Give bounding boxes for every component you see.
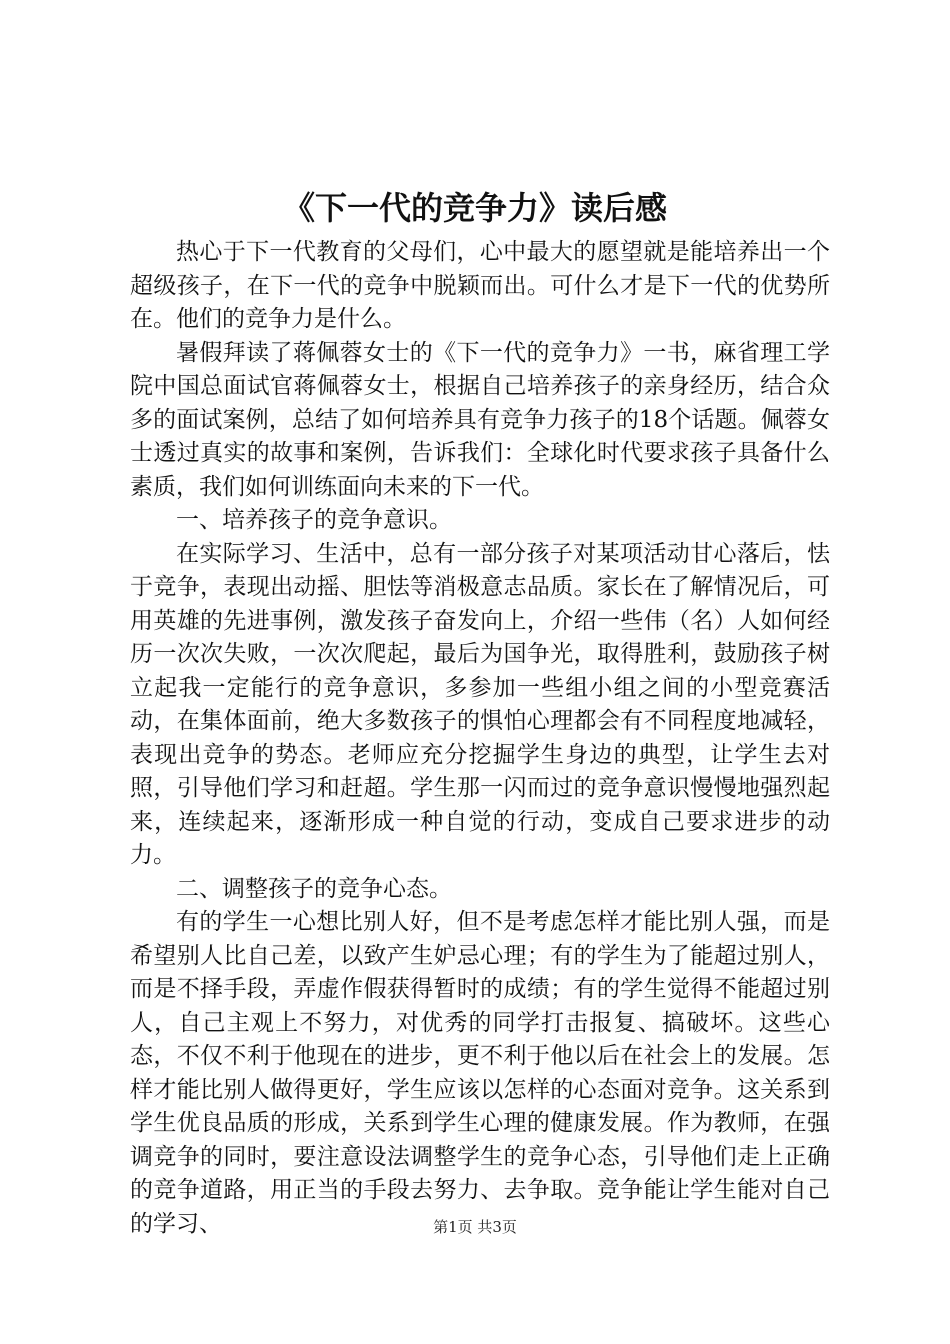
section-heading-1: 一、培养孩子的竞争意识。 (176, 507, 452, 533)
paragraph-section-1: 在实际学习、生活中，总有一部分孩子对某项活动甘心落后，怯于竞争，表现出动摇、胆怯等消极意志品质。家长在了解情况后，可用英雄的先进事例，激发孩子奋发向上，介绍一些伟（名）人如何经历一次次失败，一次次爬起，最后为国争光，取得胜利，鼓励孩子树立起我一定能行的竞争意识，多参加一些组小组之间的小型竞赛活动，在集体面前，绝大多数孩子的惧怕心理都会有不同程度地减轻，表现出竞争的势态。老师应充分挖掘学生身边的典型，让学生去对照，引导他们学习和赶超。学生那一闪而过的竞争意识慢慢地强烈起来，连续起来，逐渐形成一种自觉的行动，变成自己要求进步的动力。 (130, 540, 830, 868)
page-number-footer: 第1页 共3页 (433, 1218, 517, 1236)
paragraph-intro: 热心于下一代教育的父母们，心中最大的愿望就是能培养出一个超级孩子，在下一代的竞争中脱颖而出。可什么才是下一代的优势所在。他们的竞争力是什么。 (130, 239, 830, 332)
paragraph-section-2: 有的学生一心想比别人好，但不是考虑怎样才能比别人强，而是希望别人比自己差，以致产生妒忌心理；有的学生为了能超过别人，而是不择手段，弄虚作假获得暂时的成绩；有的学生觉得不能超过别人，自己主观上不努力，对优秀的同学打击报复、搞破坏。这些心态，不仅不利于他现在的进步，更不利于他以后在社会上的发展。怎样才能比别人做得更好，学生应该以怎样的心态面对竞争。这关系到学生优良品质的形成，关系到学生心理的健康发展。作为教师，在强调竞争的同时，要注意设法调整学生的竞争心态，引导他们走上正确的竞争道路，用正当的手段去努力、去争取。竞争能让学生能对自己的学习、 (130, 909, 830, 1237)
document-title: 《下一代的竞争力》读后感 (282, 189, 667, 227)
document-body (130, 236, 830, 1241)
paragraph-book-summary: 暑假拜读了蒋佩蓉女士的《下一代的竞争力》一书，麻省理工学院中国总面试官蒋佩蓉女士，根据自己培养孩子的亲身经历，结合众多的面试案例，总结了如何培养具有竞争力孩子的18个话题。佩蓉女士透过真实的故事和案例，告诉我们：全球化时代要求孩子具备什么素质，我们如何训练面向未来的下一代。 (130, 339, 830, 500)
section-heading-2: 二、调整孩子的竞争心态。 (176, 875, 452, 902)
